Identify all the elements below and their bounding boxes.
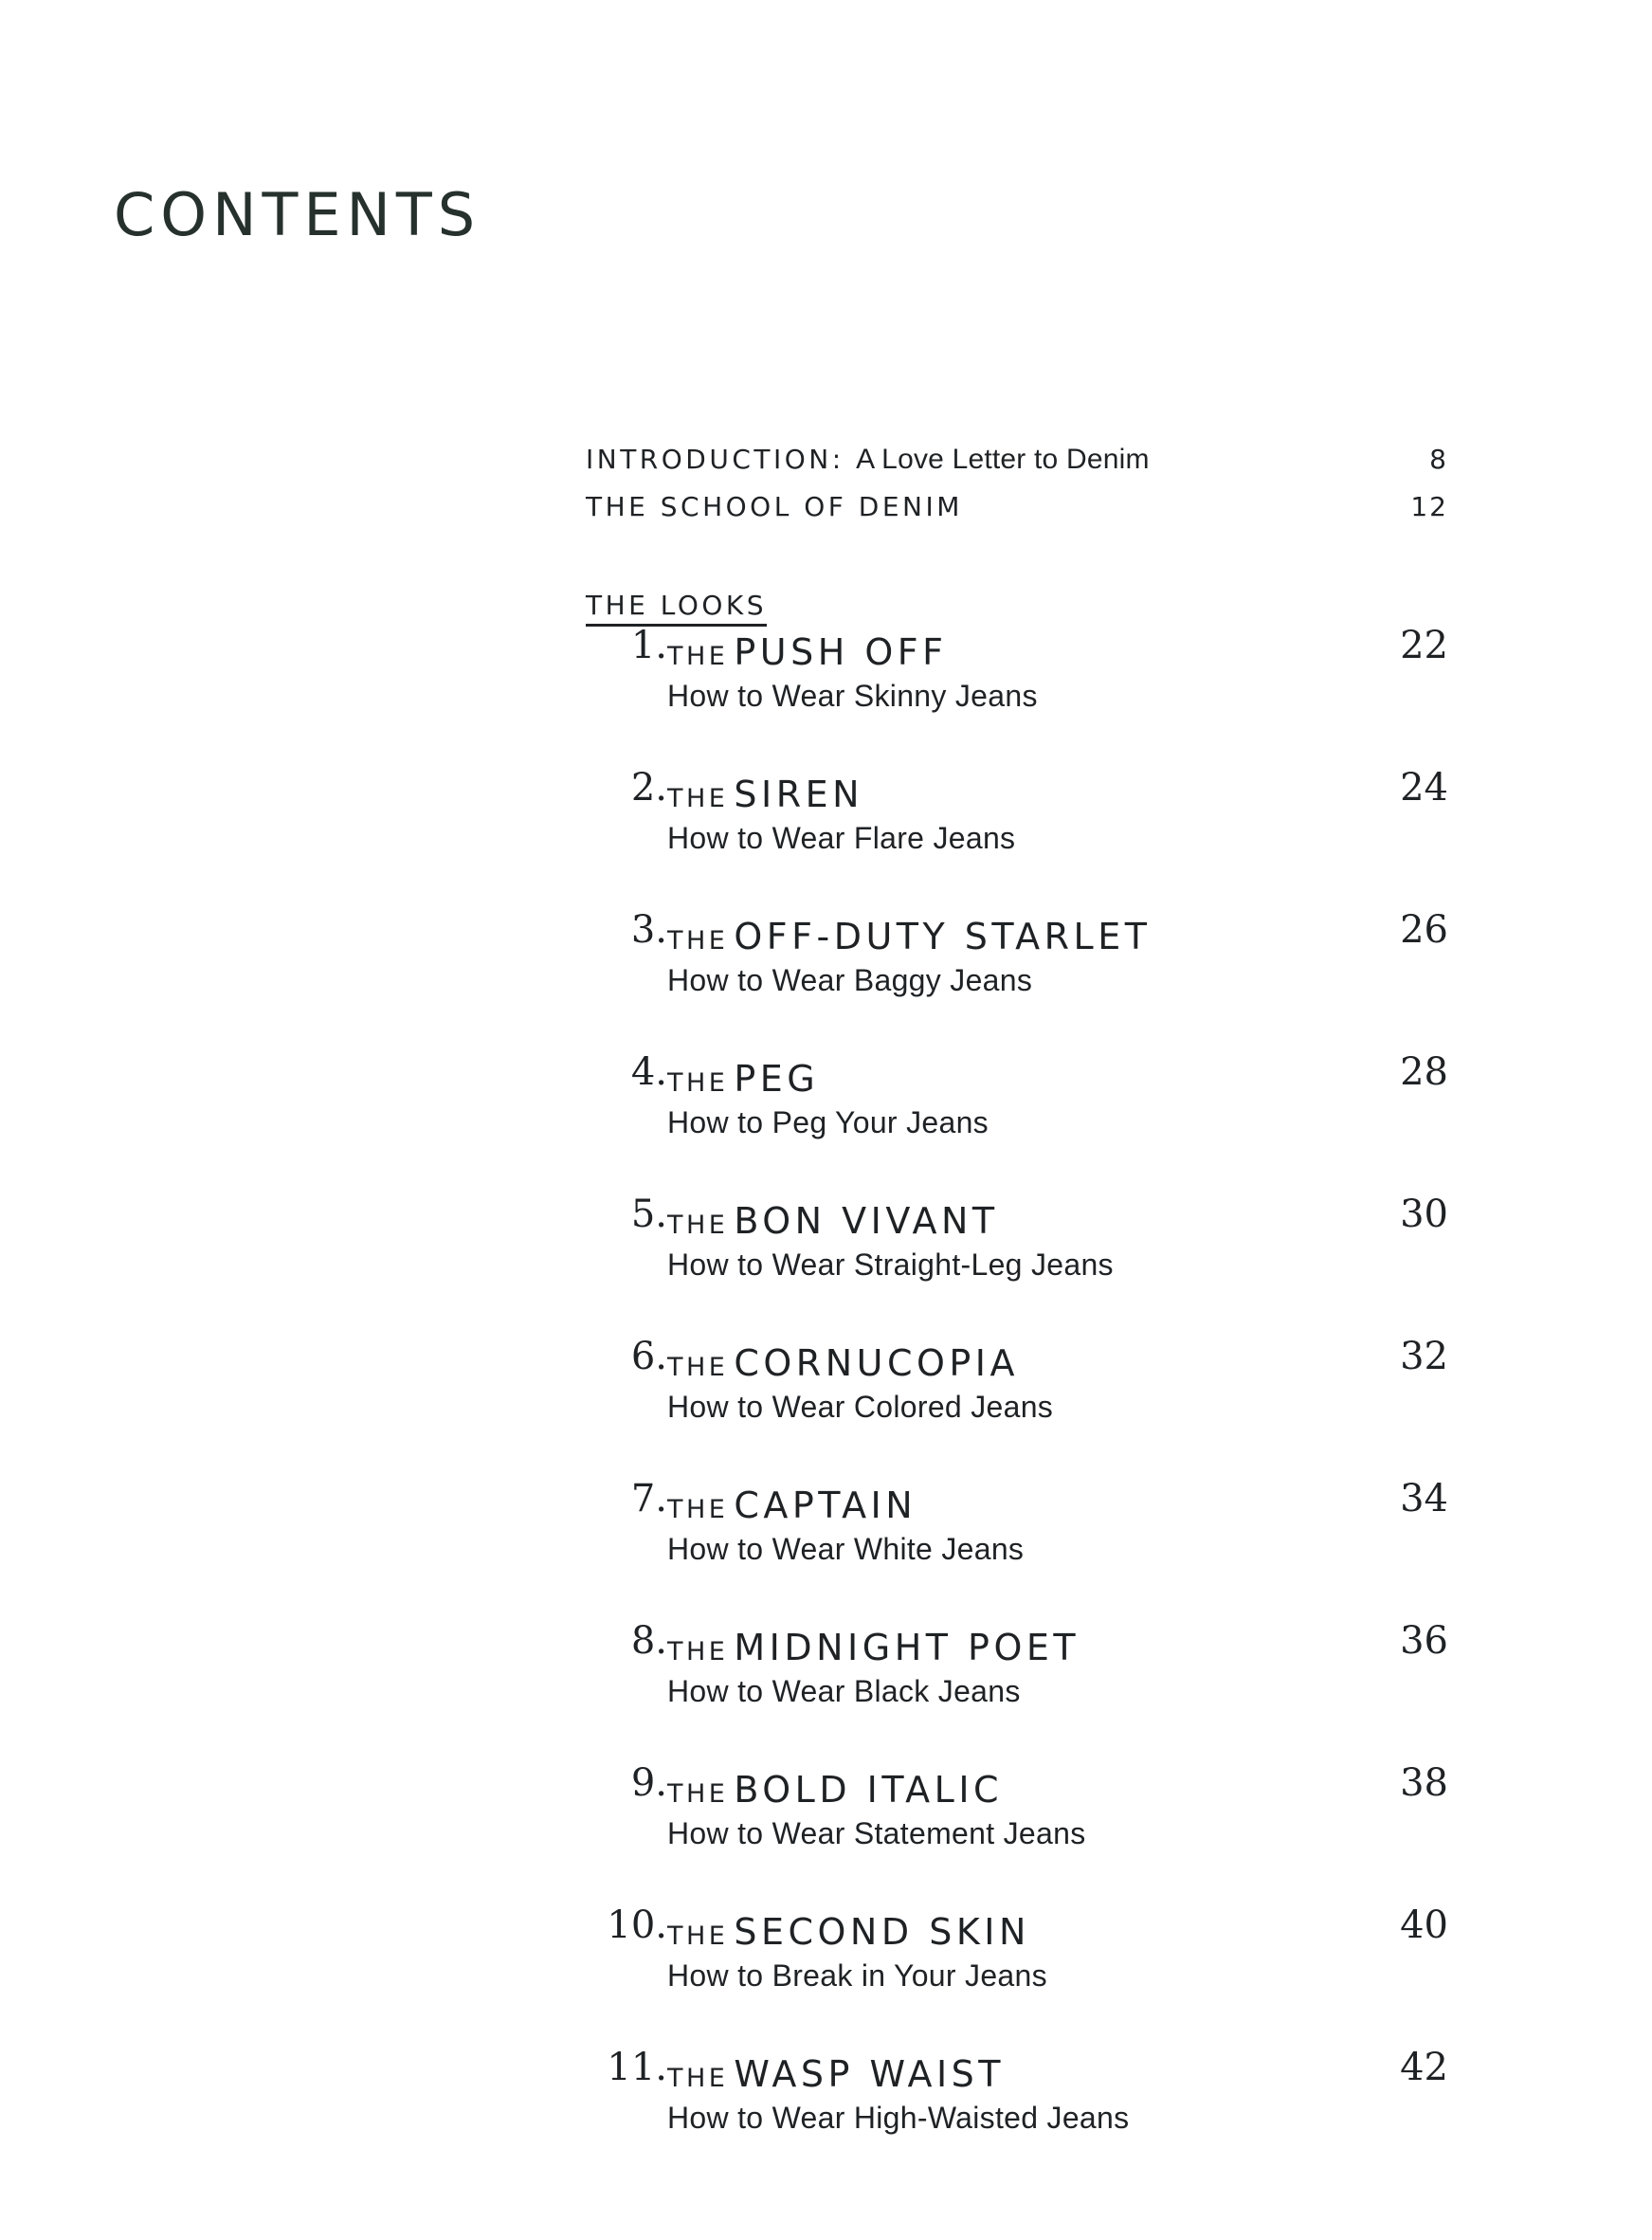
look-title (667, 1058, 819, 1100)
look-page-number: 40 (1400, 1903, 1448, 1947)
toc-entry-look[interactable] (586, 2046, 1448, 2150)
look-title (667, 1769, 1003, 1811)
look-title-prefix: THE (667, 926, 729, 956)
look-title-prefix: THE (667, 1353, 729, 1382)
look-title (667, 1627, 1080, 1668)
look-number: 6. (630, 1335, 667, 1378)
look-page-number: 38 (1400, 1761, 1448, 1805)
toc-entry-look[interactable] (586, 1903, 1448, 2008)
entry-subtitle: A Love Letter to Denim (856, 444, 1150, 475)
look-title-name: SIREN (734, 774, 864, 815)
toc-entry-look[interactable] (586, 624, 1448, 728)
look-subtitle: How to Wear White Jeans (667, 1532, 1025, 1566)
toc-entry-school-of-denim[interactable] (586, 491, 1448, 529)
entry-page-number: 8 (1429, 444, 1448, 475)
look-page-number: 30 (1400, 1193, 1448, 1236)
look-page-number: 22 (1400, 624, 1448, 667)
toc-entry-look[interactable] (586, 1335, 1448, 1439)
look-subtitle: How to Wear Colored Jeans (667, 1390, 1054, 1424)
look-page-number: 28 (1400, 1050, 1448, 1094)
entry-page-number: 12 (1410, 491, 1448, 522)
look-title (667, 631, 948, 673)
look-title-prefix: THE (667, 784, 729, 813)
look-subtitle: How to Wear High-Waisted Jeans (667, 2101, 1130, 2135)
look-title (667, 1342, 1019, 1384)
toc-entry-look[interactable] (586, 1477, 1448, 1581)
look-number: 8. (630, 1619, 667, 1663)
look-title-name: OFF-DUTY STARLET (734, 916, 1152, 957)
look-title-name: PEG (734, 1058, 820, 1100)
look-title-name: BOLD ITALIC (734, 1769, 1004, 1811)
look-title-prefix: THE (667, 1068, 729, 1098)
look-title-prefix: THE (667, 2064, 729, 2093)
page-title: CONTENTS (114, 180, 481, 249)
looks-section-heading: THE LOOKS (586, 590, 767, 627)
toc-entry-look[interactable] (586, 1193, 1448, 1297)
look-number: 7. (630, 1477, 667, 1521)
toc-entry-look[interactable] (586, 1050, 1448, 1155)
look-title (667, 916, 1151, 957)
look-title-prefix: THE (667, 1779, 729, 1809)
look-number: 1. (630, 624, 667, 667)
look-number: 4. (630, 1050, 667, 1094)
look-title-prefix: THE (667, 1637, 729, 1666)
look-title-name: CAPTAIN (734, 1484, 917, 1526)
look-title-prefix: THE (667, 1495, 729, 1524)
toc-entry-look[interactable] (586, 1619, 1448, 1723)
entry-label: THE SCHOOL OF DENIM (586, 491, 963, 522)
look-title-name: SECOND SKIN (734, 1911, 1030, 1953)
look-subtitle: How to Wear Black Jeans (667, 1674, 1021, 1708)
look-number: 3. (630, 908, 667, 952)
look-subtitle: How to Wear Straight-Leg Jeans (667, 1247, 1114, 1282)
look-page-number: 36 (1400, 1619, 1448, 1663)
look-title-prefix: THE (667, 1921, 729, 1951)
toc-entry-look[interactable] (586, 1761, 1448, 1866)
look-page-number: 32 (1400, 1335, 1448, 1378)
look-page-number: 34 (1400, 1477, 1448, 1521)
look-page-number: 26 (1400, 908, 1448, 952)
look-title-name: BON VIVANT (734, 1200, 999, 1242)
look-number: 11. (607, 2046, 667, 2089)
look-title (667, 774, 863, 815)
look-title-name: CORNUCOPIA (734, 1342, 1020, 1384)
look-title (667, 2053, 1005, 2095)
toc-entry-look[interactable] (586, 766, 1448, 870)
toc-entry-introduction[interactable] (586, 444, 1448, 482)
entry-label: INTRODUCTION: (586, 444, 844, 475)
look-title (667, 1200, 999, 1242)
look-subtitle: How to Wear Skinny Jeans (667, 679, 1038, 713)
look-number: 2. (630, 766, 667, 810)
look-number: 10. (607, 1903, 667, 1947)
look-number: 5. (630, 1193, 667, 1236)
look-title-prefix: THE (667, 1211, 729, 1240)
toc-entry-look[interactable] (586, 908, 1448, 1012)
look-subtitle: How to Wear Baggy Jeans (667, 963, 1033, 997)
look-title-prefix: THE (667, 642, 729, 671)
look-page-number: 42 (1400, 2046, 1448, 2089)
look-title-name: WASP WAIST (734, 2053, 1005, 2095)
look-title (667, 1484, 917, 1526)
look-title (667, 1911, 1030, 1953)
look-title-name: MIDNIGHT POET (734, 1627, 1080, 1668)
look-subtitle: How to Wear Statement Jeans (667, 1816, 1086, 1850)
look-subtitle: How to Peg Your Jeans (667, 1105, 989, 1139)
look-subtitle: How to Break in Your Jeans (667, 1958, 1047, 1993)
look-page-number: 24 (1400, 766, 1448, 810)
look-number: 9. (630, 1761, 667, 1805)
look-title-name: PUSH OFF (734, 631, 948, 673)
look-subtitle: How to Wear Flare Jeans (667, 821, 1016, 855)
